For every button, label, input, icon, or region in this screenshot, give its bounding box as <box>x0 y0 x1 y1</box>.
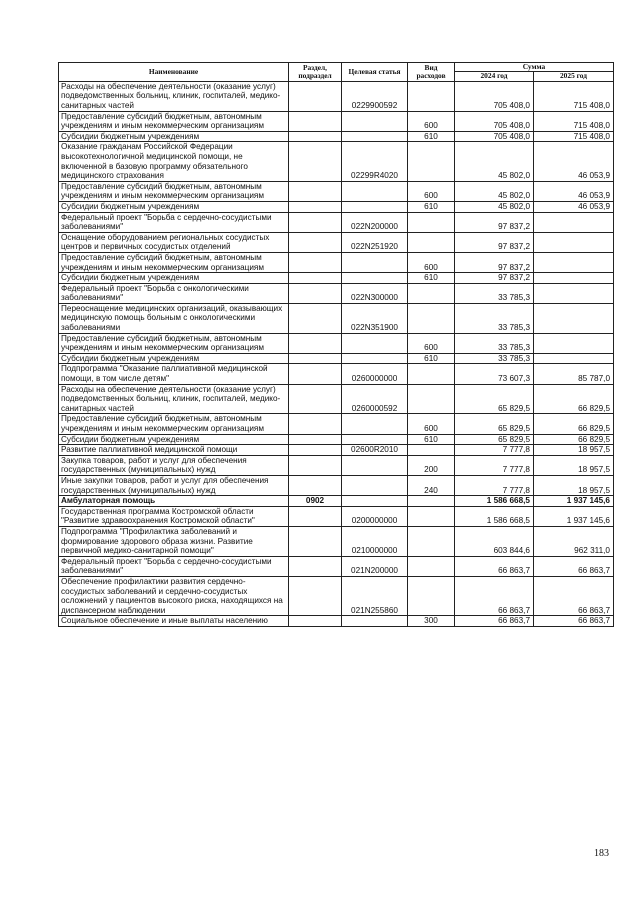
table-row <box>59 212 614 232</box>
table-row <box>59 232 614 252</box>
cell-target <box>342 111 408 131</box>
table-header <box>59 63 614 82</box>
cell-2024: 33 785,3 <box>455 303 534 333</box>
cell-2025: 18 957,5 <box>534 455 614 475</box>
table-row <box>59 384 614 414</box>
cell-vid <box>408 283 455 303</box>
table-row <box>59 201 614 212</box>
table-row <box>59 455 614 475</box>
cell-2025: 1 937 145,6 <box>534 496 614 507</box>
cell-name: Федеральный проект "Борьба с сердечно-сосудистыми заболеваниями" <box>59 212 289 232</box>
cell-target <box>342 455 408 475</box>
table-row <box>59 353 614 364</box>
cell-name: Иные закупки товаров, работ и услуг для обеспечения государственных (муниципальных) нужд <box>59 475 289 495</box>
cell-vid <box>408 232 455 252</box>
cell-razdel <box>289 364 342 384</box>
cell-target <box>342 616 408 627</box>
cell-vid: 610 <box>408 201 455 212</box>
cell-vid: 610 <box>408 273 455 284</box>
cell-razdel <box>289 81 342 111</box>
cell-name: Подпрограмма "Профилактика заболеваний и формирование здорового образа жизни. Развитие первичной медико-санитарной помощи" <box>59 526 289 556</box>
cell-2025 <box>534 273 614 284</box>
cell-target: 021N255860 <box>342 576 408 615</box>
table-row <box>59 506 614 526</box>
cell-vid: 240 <box>408 475 455 495</box>
cell-name: Предоставление субсидий бюджетным, автономным учреждениям и иным некоммерческим организациям <box>59 414 289 434</box>
table-row <box>59 81 614 111</box>
cell-target <box>342 353 408 364</box>
cell-target <box>342 273 408 284</box>
table-row <box>59 434 614 445</box>
cell-target <box>342 496 408 507</box>
cell-name: Предоставление субсидий бюджетным, автономным учреждениям и иным некоммерческим организациям <box>59 333 289 353</box>
cell-2024: 33 785,3 <box>455 283 534 303</box>
cell-2025: 66 829,5 <box>534 414 614 434</box>
cell-2025: 962 311,0 <box>534 526 614 556</box>
cell-vid <box>408 576 455 615</box>
cell-razdel <box>289 616 342 627</box>
cell-target: 0260000592 <box>342 384 408 414</box>
cell-2025 <box>534 353 614 364</box>
cell-vid <box>408 212 455 232</box>
cell-2025: 715 408,0 <box>534 111 614 131</box>
table-row <box>59 303 614 333</box>
cell-2024: 97 837,2 <box>455 232 534 252</box>
cell-target <box>342 434 408 445</box>
table-row <box>59 181 614 201</box>
cell-razdel <box>289 414 342 434</box>
cell-2024: 45 802,0 <box>455 181 534 201</box>
header-razdel: Раздел, подраздел <box>289 63 342 82</box>
cell-2024: 73 607,3 <box>455 364 534 384</box>
table-row <box>59 445 614 456</box>
cell-2025 <box>534 232 614 252</box>
table-row <box>59 616 614 627</box>
cell-razdel <box>289 273 342 284</box>
cell-2024: 1 586 668,5 <box>455 496 534 507</box>
cell-target: 0260000000 <box>342 364 408 384</box>
cell-2025: 66 829,5 <box>534 384 614 414</box>
cell-2024: 97 837,2 <box>455 252 534 272</box>
cell-razdel <box>289 475 342 495</box>
cell-name: Обеспечение профилактики развития сердечно-сосудистых заболеваний и сердечно-сосудистых осложнений у пациентов высокого риска, находящихся на диспансерном наблюдении <box>59 576 289 615</box>
cell-razdel <box>289 506 342 526</box>
table-row <box>59 576 614 615</box>
cell-name: Предоставление субсидий бюджетным, автономным учреждениям и иным некоммерческим организациям <box>59 111 289 131</box>
table-row <box>59 252 614 272</box>
cell-2024: 45 802,0 <box>455 142 534 181</box>
cell-2024: 33 785,3 <box>455 333 534 353</box>
cell-target: 021N200000 <box>342 556 408 576</box>
cell-target <box>342 475 408 495</box>
cell-vid: 200 <box>408 455 455 475</box>
cell-2025: 66 863,7 <box>534 616 614 627</box>
cell-2024: 65 829,5 <box>455 414 534 434</box>
cell-vid <box>408 556 455 576</box>
cell-2025: 85 787,0 <box>534 364 614 384</box>
cell-name: Субсидии бюджетным учреждениям <box>59 434 289 445</box>
table-row <box>59 526 614 556</box>
table-row <box>59 496 614 507</box>
table-body <box>59 81 614 626</box>
cell-target: 0210000000 <box>342 526 408 556</box>
cell-2024: 33 785,3 <box>455 353 534 364</box>
cell-vid: 610 <box>408 434 455 445</box>
cell-razdel <box>289 455 342 475</box>
cell-2024: 97 837,2 <box>455 273 534 284</box>
table-row <box>59 364 614 384</box>
cell-name: Субсидии бюджетным учреждениям <box>59 273 289 284</box>
cell-vid <box>408 526 455 556</box>
cell-vid: 600 <box>408 414 455 434</box>
cell-2025 <box>534 252 614 272</box>
cell-2024: 45 802,0 <box>455 201 534 212</box>
cell-razdel <box>289 181 342 201</box>
cell-2024: 1 586 668,5 <box>455 506 534 526</box>
cell-2024: 705 408,0 <box>455 81 534 111</box>
cell-2025 <box>534 303 614 333</box>
cell-name: Расходы на обеспечение деятельности (оказание услуг) подведомственных больниц, клиник, госпиталей, медико-санитарных частей <box>59 81 289 111</box>
cell-razdel <box>289 111 342 131</box>
table-row <box>59 475 614 495</box>
cell-razdel <box>289 576 342 615</box>
cell-2025: 1 937 145,6 <box>534 506 614 526</box>
cell-name: Предоставление субсидий бюджетным, автономным учреждениям и иным некоммерческим организациям <box>59 252 289 272</box>
cell-target <box>342 414 408 434</box>
cell-razdel <box>289 434 342 445</box>
cell-name: Закупка товаров, работ и услуг для обеспечения государственных (муниципальных) нужд <box>59 455 289 475</box>
cell-razdel <box>289 201 342 212</box>
cell-2024: 65 829,5 <box>455 434 534 445</box>
cell-2025: 46 053,9 <box>534 201 614 212</box>
cell-razdel <box>289 303 342 333</box>
cell-2025: 66 829,5 <box>534 434 614 445</box>
page-number: 183 <box>594 848 609 859</box>
cell-2025 <box>534 283 614 303</box>
cell-2024: 66 863,7 <box>455 576 534 615</box>
cell-vid: 300 <box>408 616 455 627</box>
header-name: Наименование <box>59 63 289 82</box>
cell-razdel: 0902 <box>289 496 342 507</box>
cell-vid: 600 <box>408 252 455 272</box>
cell-name: Субсидии бюджетным учреждениям <box>59 353 289 364</box>
cell-2025: 715 408,0 <box>534 81 614 111</box>
cell-name: Субсидии бюджетным учреждениям <box>59 201 289 212</box>
header-vid: Вид расходов <box>408 63 455 82</box>
cell-name: Переоснащение медицинских организаций, оказывающих медицинскую помощь больным с онкологическими заболеваниями <box>59 303 289 333</box>
cell-2025: 715 408,0 <box>534 131 614 142</box>
cell-target: 022N200000 <box>342 212 408 232</box>
cell-2024: 66 863,7 <box>455 616 534 627</box>
cell-razdel <box>289 333 342 353</box>
cell-vid: 610 <box>408 131 455 142</box>
cell-razdel <box>289 353 342 364</box>
cell-2025: 66 863,7 <box>534 556 614 576</box>
cell-razdel <box>289 131 342 142</box>
table-row <box>59 556 614 576</box>
cell-vid: 600 <box>408 181 455 201</box>
cell-target: 02299R4020 <box>342 142 408 181</box>
table-row <box>59 131 614 142</box>
budget-table <box>58 62 614 627</box>
cell-vid <box>408 81 455 111</box>
cell-name: Амбулаторная помощь <box>59 496 289 507</box>
cell-2024: 66 863,7 <box>455 556 534 576</box>
cell-name: Социальное обеспечение и иные выплаты населению <box>59 616 289 627</box>
cell-vid <box>408 303 455 333</box>
cell-vid <box>408 142 455 181</box>
cell-2024: 97 837,2 <box>455 212 534 232</box>
cell-target: 02600R2010 <box>342 445 408 456</box>
cell-razdel <box>289 142 342 181</box>
cell-vid <box>408 364 455 384</box>
cell-2024: 705 408,0 <box>455 131 534 142</box>
cell-vid: 600 <box>408 333 455 353</box>
cell-target: 022N351900 <box>342 303 408 333</box>
cell-razdel <box>289 526 342 556</box>
cell-2025: 18 957,5 <box>534 475 614 495</box>
cell-2025: 46 053,9 <box>534 181 614 201</box>
cell-2025: 46 053,9 <box>534 142 614 181</box>
cell-name: Расходы на обеспечение деятельности (оказание услуг) подведомственных больниц, клиник, госпиталей, медико-санитарных частей <box>59 384 289 414</box>
cell-2024: 7 777,8 <box>455 445 534 456</box>
cell-2024: 603 844,6 <box>455 526 534 556</box>
table-row <box>59 283 614 303</box>
table-row <box>59 142 614 181</box>
cell-2025: 18 957,5 <box>534 445 614 456</box>
cell-name: Государственная программа Костромской области "Развитие здравоохранения Костромской области" <box>59 506 289 526</box>
header-2025: 2025 год <box>534 72 614 81</box>
cell-razdel <box>289 556 342 576</box>
cell-target: 0229900592 <box>342 81 408 111</box>
cell-name: Оказание гражданам Российской Федерации высокотехнологичной медицинской помощи, не включенной в базовую программу обязательного медицинского страхования <box>59 142 289 181</box>
cell-name: Развитие паллиативной медицинской помощи <box>59 445 289 456</box>
cell-vid: 600 <box>408 111 455 131</box>
cell-target: 022N251920 <box>342 232 408 252</box>
cell-vid <box>408 506 455 526</box>
table-row <box>59 333 614 353</box>
cell-razdel <box>289 283 342 303</box>
header-target: Целевая статья <box>342 63 408 82</box>
cell-2024: 7 777,8 <box>455 455 534 475</box>
cell-target <box>342 252 408 272</box>
cell-name: Субсидии бюджетным учреждениям <box>59 131 289 142</box>
cell-razdel <box>289 445 342 456</box>
cell-razdel <box>289 384 342 414</box>
cell-name: Федеральный проект "Борьба с сердечно-сосудистыми заболеваниями" <box>59 556 289 576</box>
table-row <box>59 273 614 284</box>
header-sum: Сумма <box>455 63 614 72</box>
cell-target <box>342 131 408 142</box>
cell-target <box>342 333 408 353</box>
cell-razdel <box>289 212 342 232</box>
cell-2025 <box>534 212 614 232</box>
cell-2025 <box>534 333 614 353</box>
cell-name: Предоставление субсидий бюджетным, автономным учреждениям и иным некоммерческим организациям <box>59 181 289 201</box>
cell-2024: 7 777,8 <box>455 475 534 495</box>
cell-target <box>342 201 408 212</box>
cell-target: 0200000000 <box>342 506 408 526</box>
header-2024: 2024 год <box>455 72 534 81</box>
cell-2025: 66 863,7 <box>534 576 614 615</box>
cell-name: Федеральный проект "Борьба с онкологическими заболеваниями" <box>59 283 289 303</box>
cell-razdel <box>289 252 342 272</box>
table-row <box>59 414 614 434</box>
cell-vid <box>408 445 455 456</box>
cell-target: 022N300000 <box>342 283 408 303</box>
cell-2024: 65 829,5 <box>455 384 534 414</box>
cell-vid <box>408 384 455 414</box>
cell-target <box>342 181 408 201</box>
cell-vid: 610 <box>408 353 455 364</box>
cell-2024: 705 408,0 <box>455 111 534 131</box>
cell-vid <box>408 496 455 507</box>
cell-name: Оснащение оборудованием региональных сосудистых центров и первичных сосудистых отделений <box>59 232 289 252</box>
table-row <box>59 111 614 131</box>
cell-razdel <box>289 232 342 252</box>
cell-name: Подпрограмма "Оказание паллиативной медицинской помощи, в том числе детям" <box>59 364 289 384</box>
